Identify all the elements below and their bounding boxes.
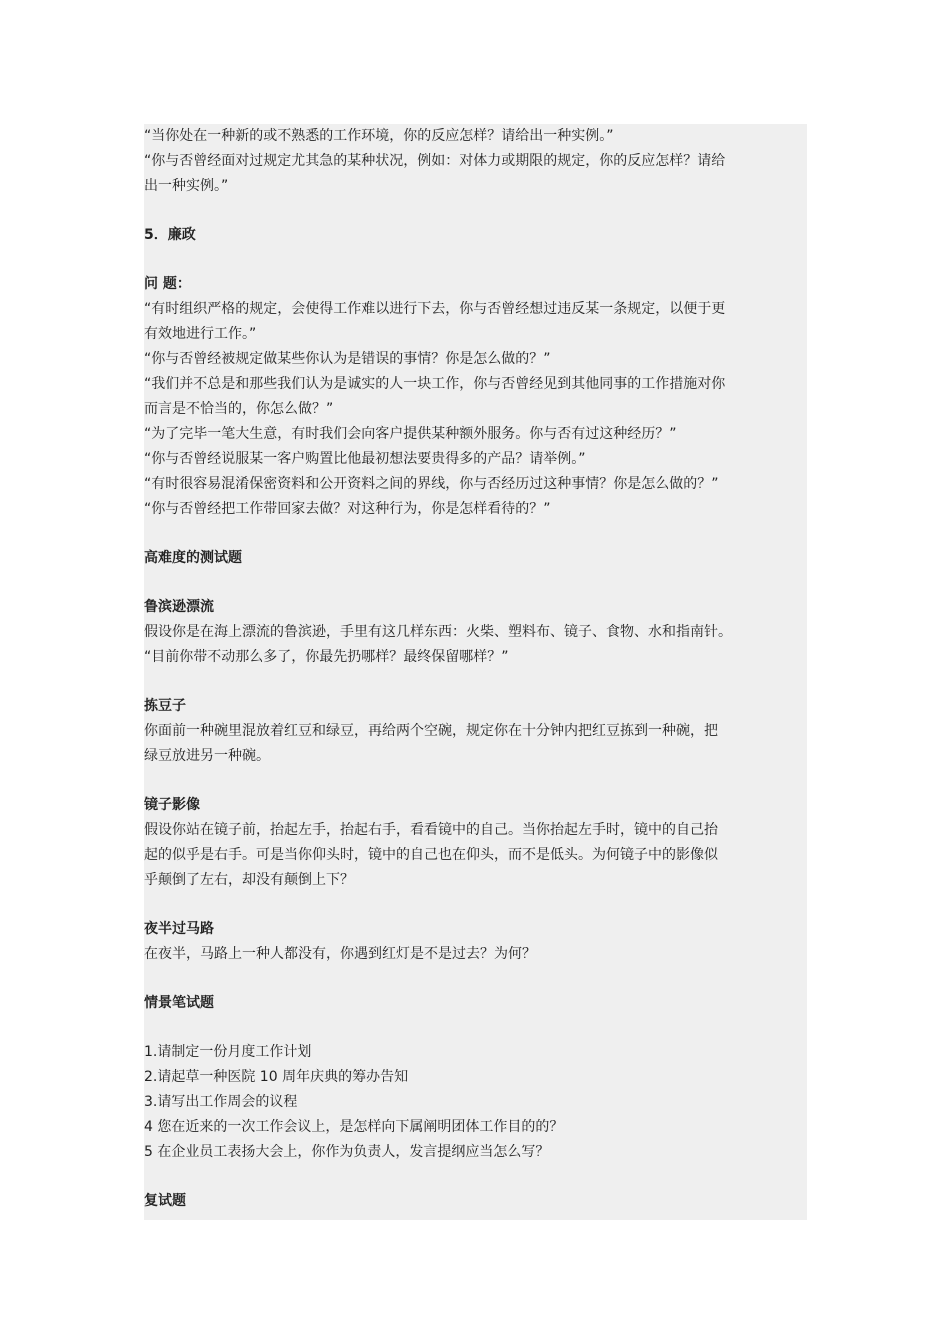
mirror-section bbox=[144, 793, 807, 893]
question-line: “你与否曾经说服某一客户购置比他最初想法要贵得多的产品？请举例。” bbox=[144, 451, 586, 467]
robinson-section bbox=[144, 595, 807, 670]
question-line: “你与否曾经面对过规定尤其急的某种状况，例如：对体力或期限的规定，你的反应怎样？请给 bbox=[144, 153, 726, 169]
midnight-heading: 夜半过马路 bbox=[144, 921, 214, 937]
integrity-questions bbox=[144, 272, 807, 522]
hard-tests-heading: 高难度的测试题 bbox=[144, 550, 242, 566]
mirror-heading: 镜子影像 bbox=[144, 797, 200, 813]
scenario-writing-heading: 情景笔试题 bbox=[144, 995, 214, 1011]
body-line: 乎颠倒了左右，却没有颠倒上下？ bbox=[144, 872, 354, 888]
document-content bbox=[144, 124, 807, 1220]
body-line: “目前你带不动那么多了，你最先扔哪样？最终保留哪样？” bbox=[144, 649, 509, 665]
integrity-heading: 5．廉政 bbox=[144, 227, 196, 243]
body-line: 在夜半，马路上一种人都没有，你遇到红灯是不是过去？为何？ bbox=[144, 946, 536, 962]
body-line: 假设你站在镜子前，抬起左手，抬起右手，看看镜中的自己。当你抬起左手时，镜中的自己抬 bbox=[144, 822, 718, 838]
body-line: 假设你是在海上漂流的鲁滨逊，手里有这几样东西：火柴、塑料布、镜子、食物、水和指南针。 bbox=[144, 624, 732, 640]
question-line: “当你处在一种新的或不熟悉的工作环境，你的反应怎样？请给出一种实例。” bbox=[144, 128, 614, 144]
robinson-heading: 鲁滨逊漂流 bbox=[144, 599, 214, 615]
question-line: “我们并不总是和那些我们认为是诚实的人一块工作，你与否曾经见到其他同事的工作措施对你 bbox=[144, 376, 726, 392]
body-line: 起的似乎是右手。可是当你仰头时，镜中的自己也在仰头，而不是低头。为何镜子中的影像似 bbox=[144, 847, 718, 863]
adaptability-questions bbox=[144, 124, 807, 199]
midnight-section bbox=[144, 917, 807, 967]
question-line: “你与否曾经把工作带回家去做？对这种行为，你是怎样看待的？” bbox=[144, 501, 551, 517]
list-item: 1.请制定一份月度工作计划 bbox=[144, 1044, 312, 1060]
question-line: 有效地进行工作。” bbox=[144, 326, 257, 342]
list-item: 4 您在近来的一次工作会议上，是怎样向下属阐明团体工作目的的？ bbox=[144, 1119, 564, 1135]
list-item: 3.请写出工作周会的议程 bbox=[144, 1094, 298, 1110]
retest-heading: 复试题 bbox=[144, 1193, 186, 1209]
question-line: “为了完毕一笔大生意，有时我们会向客户提供某种额外服务。你与否有过这种经历？” bbox=[144, 426, 677, 442]
scenario-writing-list bbox=[144, 1040, 807, 1165]
questions-label: 问 题： bbox=[144, 276, 191, 292]
body-line: 你面前一种碗里混放着红豆和绿豆，再给两个空碗，规定你在十分钟内把红豆拣到一种碗，把 bbox=[144, 723, 718, 739]
question-line: 出一种实例。” bbox=[144, 178, 229, 194]
question-line: 而言是不恰当的，你怎么做？” bbox=[144, 401, 334, 417]
beans-heading: 拣豆子 bbox=[144, 698, 186, 714]
question-line: “你与否曾经被规定做某些你认为是错误的事情？你是怎么做的？” bbox=[144, 351, 551, 367]
question-line: “有时组织严格的规定，会使得工作难以进行下去，你与否曾经想过违反某一条规定，以便于更 bbox=[144, 301, 726, 317]
body-line: 绿豆放进另一种碗。 bbox=[144, 748, 270, 764]
question-line: “有时很容易混淆保密资料和公开资料之间的界线，你与否经历过这种事情？你是怎么做的？” bbox=[144, 476, 719, 492]
list-item: 2.请起草一种医院 10 周年庆典的筹办告知 bbox=[144, 1069, 409, 1085]
list-item: 5 在企业员工表扬大会上，你作为负责人，发言提纲应当怎么写？ bbox=[144, 1144, 550, 1160]
beans-section bbox=[144, 694, 807, 769]
